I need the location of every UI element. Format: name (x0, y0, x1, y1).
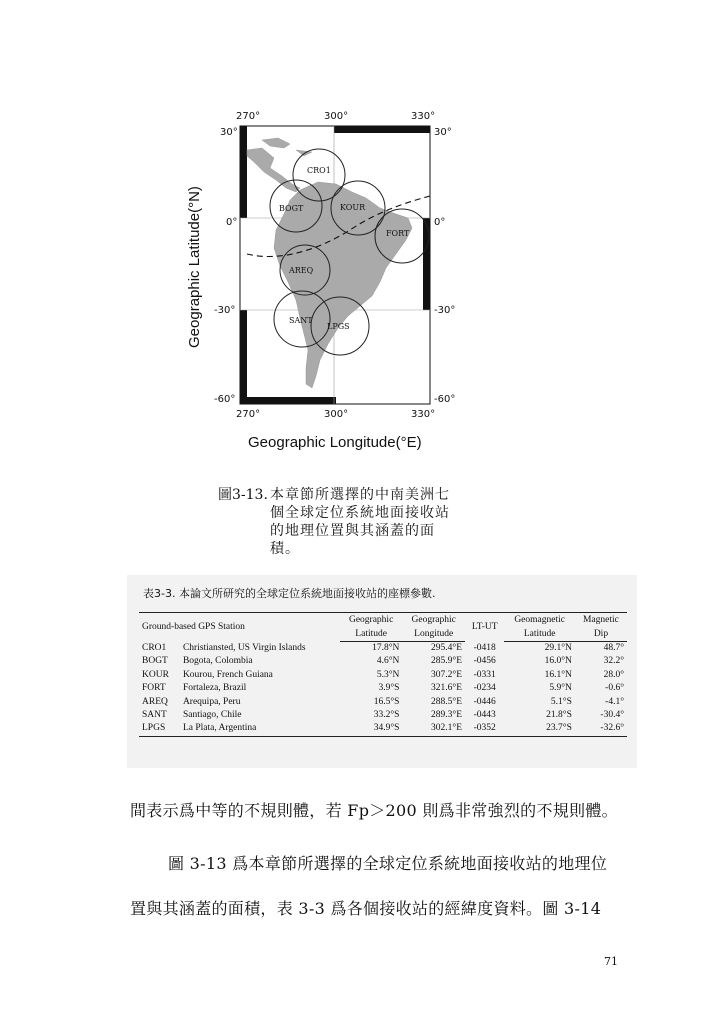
cell-dip: -0.6° (605, 683, 624, 694)
station-label-cro1: CRO1 (307, 166, 331, 175)
table-row (139, 682, 627, 695)
body-line-1: 間表示爲中等的不規則體，若 Fp＞200 則爲非常強烈的不規則體。 (130, 801, 618, 820)
cell-lon: 302.1°E (402, 722, 465, 736)
cell-dip: 28.0° (603, 669, 624, 680)
top-tick-300: 300° (324, 111, 349, 122)
header-dip-2: Dip (575, 627, 627, 642)
cell-mlat: 29.1°N (544, 643, 572, 653)
cell-ltut: -0352 (465, 722, 504, 736)
station-label-sant: SANT (289, 316, 313, 325)
cell-mlat: 21.8°S (546, 710, 572, 721)
bottom-tick-330: 330° (411, 409, 436, 420)
header-geo-lat-1: Geographic (340, 613, 403, 628)
header-mag-lat-1: Geomagnetic (504, 613, 574, 628)
right-tick-30: 30° (434, 127, 452, 138)
cell-ltut: -0446 (473, 696, 496, 707)
left-tick-30: 30° (220, 127, 238, 138)
right-tick-0: 0° (434, 217, 446, 228)
header-station: Ground-based GPS Station (139, 613, 340, 642)
cell-place: Santiago, Chile (182, 710, 242, 721)
page-number: 71 (604, 955, 618, 968)
caption-text: 本章節所選擇的中南美洲七個全球定位系統地面接收站的地理位置與其涵蓋的面積。 (270, 487, 450, 557)
bottom-tick-270: 270° (236, 409, 261, 420)
cell-dip: -32.6° (575, 722, 627, 736)
cell-code: KOUR (142, 669, 169, 680)
gps-station-table (139, 612, 627, 737)
cell-dip: 48.7° (603, 643, 624, 653)
header-dip-1: Magnetic (575, 613, 627, 628)
left-tick-minus30: -30° (214, 305, 236, 316)
cell-lon: 288.5°E (431, 696, 462, 707)
figure-caption (218, 486, 458, 558)
station-label-fort: FORT (386, 229, 410, 238)
cell-lat: 34.9°S (340, 722, 403, 736)
cell-code: CRO1 (142, 642, 167, 653)
cell-dip: -4.1° (605, 696, 624, 707)
station-label-kour: KOUR (340, 203, 366, 212)
cell-code: SANT (142, 710, 167, 721)
right-tick-minus30: -30° (434, 305, 456, 316)
top-tick-330: 330° (411, 111, 436, 122)
header-geo-lat-2: Latitude (340, 627, 403, 642)
table-row (139, 696, 627, 709)
map-figure (0, 0, 728, 470)
header-geo-lon-1: Geographic (402, 613, 465, 628)
cell-dip: -30.4° (600, 710, 624, 721)
station-label-areq: AREQ (289, 266, 314, 275)
y-axis-label: Geographic Latitude(°N) (186, 186, 203, 348)
cell-mlat: 23.7°S (504, 722, 574, 736)
cell-place: Christiansted, US Virgin Islands (182, 642, 306, 653)
body-line-2: 圖 3-13 爲本章節所選擇的全球定位系統地面接收站的地理位 (168, 854, 608, 873)
cell-lon: 295.4°E (431, 643, 462, 653)
cell-mlat: 5.9°N (549, 683, 572, 694)
cell-ltut: -0418 (473, 642, 496, 653)
station-label-bogt: BOGT (279, 204, 304, 213)
cell-lat: 4.6°N (376, 656, 400, 667)
body-line-3: 置與其涵蓋的面積，表 3-3 爲各個接收站的經緯度資料。圖 3-14 (130, 899, 602, 918)
station-label-lpgs: LPGS (327, 322, 350, 331)
table-row (139, 655, 627, 668)
cell-lat: 17.8°N (372, 643, 400, 653)
cell-code: AREQ (142, 696, 168, 707)
top-tick-270: 270° (236, 111, 261, 122)
header-ltut: LT-UT (465, 613, 504, 642)
gps-station-table-scan (127, 575, 637, 768)
cell-place: Bogota, Colombia (182, 656, 253, 667)
cell-lon: 321.6°E (431, 683, 462, 694)
header-mag-lat-2: Latitude (504, 627, 574, 642)
table-row (139, 709, 627, 722)
table-row (139, 669, 627, 682)
cell-place: La Plata, Argentina (180, 722, 340, 736)
cell-mlat: 16.1°N (544, 669, 572, 680)
cell-place: Fortaleza, Brazil (182, 683, 247, 694)
cell-code: BOGT (142, 656, 168, 667)
left-tick-minus60: -60° (214, 394, 236, 405)
cell-code: LPGS (139, 722, 180, 736)
cell-place: Kourou, French Guiana (182, 669, 273, 680)
cell-lat: 33.2°S (373, 710, 400, 721)
cell-dip: 32.2° (603, 656, 624, 667)
cell-ltut: -0443 (473, 710, 496, 721)
cell-ltut: -0234 (473, 683, 496, 694)
right-tick-minus60: -60° (434, 394, 456, 405)
caption-number: 圖3-13. (218, 487, 268, 503)
cell-lon: 307.2°E (431, 669, 462, 680)
cell-code: FORT (142, 683, 166, 694)
left-tick-0: 0° (226, 217, 238, 228)
table-row (139, 642, 627, 656)
cell-mlat: 16.0°N (544, 656, 572, 667)
bottom-tick-300: 300° (324, 409, 349, 420)
cell-place: Arequipa, Peru (182, 696, 241, 707)
x-axis-label: Geographic Longitude(°E) (248, 434, 422, 451)
cell-ltut: -0456 (473, 656, 496, 667)
cell-ltut: -0331 (473, 669, 496, 680)
cell-lon: 285.9°E (431, 656, 462, 667)
table-row (139, 722, 627, 736)
cell-lat: 3.9°S (378, 683, 400, 694)
map-plot (0, 0, 728, 470)
cell-mlat: 5.1°S (550, 696, 572, 707)
cell-lat: 5.3°N (376, 669, 400, 680)
header-geo-lon-2: Longitude (402, 627, 465, 642)
cell-lat: 16.5°S (373, 696, 400, 707)
table-title: 表3-3. 本論文所研究的全球定位系統地面接收站的座標參數. (143, 587, 436, 600)
cell-lon: 289.3°E (431, 710, 462, 721)
